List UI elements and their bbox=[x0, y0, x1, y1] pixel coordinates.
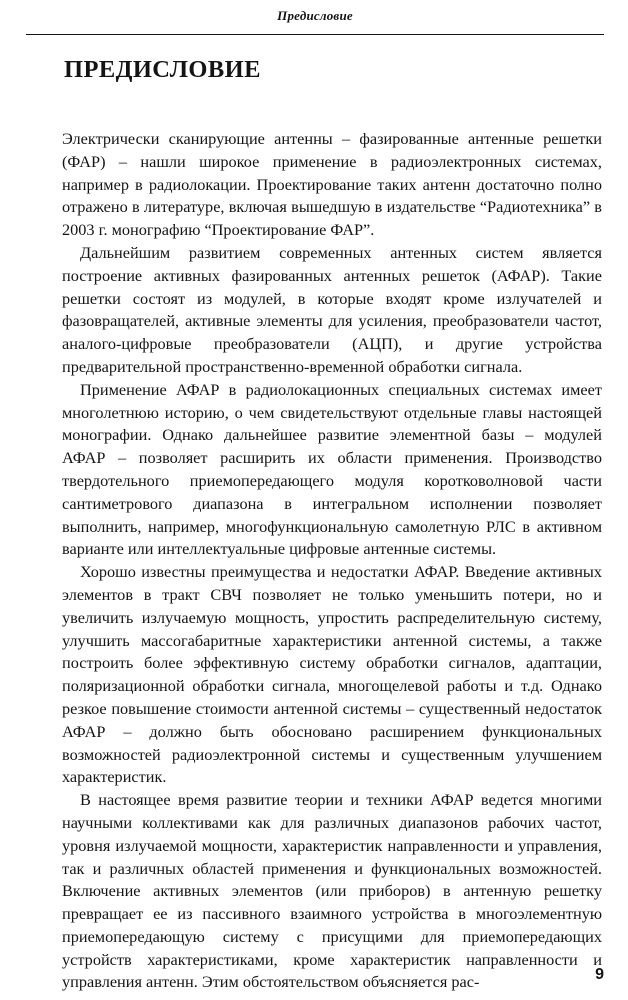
page-title: ПРЕДИСЛОВИЕ bbox=[64, 56, 261, 83]
paragraph-2: Дальнейшим развитием современных антенных систем является построение активных фазированных антенных решеток (АФАР). Такие решетки состоят из модулей, в которые входят кроме излучателей и фазовращателей, активные элементы для усиления, преобразователи частот, аналого-цифровые преобразователи (АЦП), и другие устройства предварительной пространственно-временной обработки сигнала. bbox=[62, 242, 602, 376]
running-header: Предисловие bbox=[277, 8, 353, 23]
paragraph-3: Применение АФАР в радиолокационных специальных системах имеет многолетнюю историю, о чем свидетельствуют отдельные главы настоящей монографии. Однако дальнейшее развитие элементной базы – модулей АФАР – позволяет расширить их области применения. Производство твердотельного приемопередающего модуля коротковолновой части сантиметрового диапазона в интегральном исполнении позволяет выполнить, например, многофункциональную самолетную РЛС в активном варианте или интеллектуальные цифровые антенные системы. bbox=[62, 379, 602, 559]
paragraph-5: В настоящее время развитие теории и техники АФАР ведется многими научными коллективами как для различных диапазонов рабочих частот, уровня излучаемой мощности, характеристик направленности и управления, так и различных областей применения и функциональных возможностей. Включение активных элементов (или приборов) в антенную решетку превращает ее из пассивного взаимного устройства в многоэлементную приемопередающую систему с присущими для приемопередающих устройств характеристиками, кроме характеристик направленности и управления антенн. Этим обстоятельством объясняется рас- bbox=[62, 790, 602, 992]
body-text bbox=[62, 128, 602, 994]
header-rule bbox=[26, 34, 604, 35]
paragraph-4: Хорошо известны преимущества и недостатки АФАР. Введение активных элементов в тракт СВЧ позволяет не только уменьшить потери, но и увеличить излучаемую мощность, упростить распределительную систему, улучшить массогабаритные характеристики антенной системы, а также построить более эффективную систему обработки сигналов, адаптации, поляризационной обработки сигнала, многощелевой работы и т.д. Однако резкое повышение стоимости антенной системы – существенный недостаток АФАР – должно быть обосновано расширением функциональных возможностей радиоэлектронной системы и существенным улучшением характеристик. bbox=[62, 562, 602, 787]
page-number: 9 bbox=[595, 966, 604, 983]
paragraph-1: Электрически сканирующие антенны – фазированные антенные решетки (ФАР) – нашли широкое применение в радиоэлектронных системах, например в радиолокации. Проектирование таких антенн достаточно полно отражено в литературе, включая вышедшую в издательстве “Радиотехника” в 2003 г. монографию “Проектирование ФАР”. bbox=[62, 129, 602, 240]
